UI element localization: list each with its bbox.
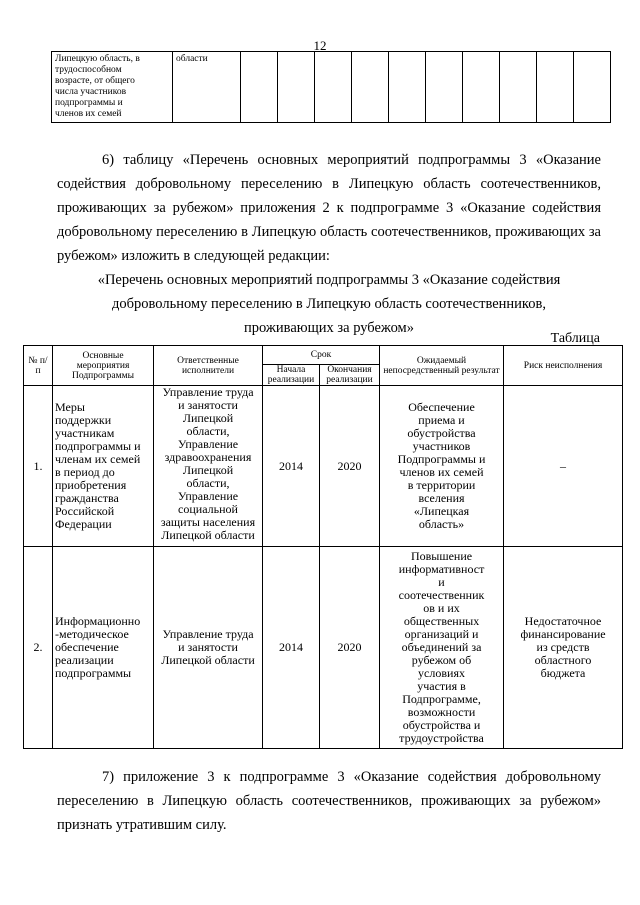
paragraph-6-text: 6) таблицу «Перечень основных мероприятий подпрограммы 3 «Оказание содействия добровольному переселению в Липецкую область соотечественников, проживающих за рубежом» приложения 2 к подпрограмме 3 «Оказание содействия добровольному переселению в Липецкую область соотечественников, проживающих за рубежом» изложить в следующей редакции: — [57, 152, 601, 264]
header-end: Окончания реализации — [320, 365, 380, 386]
paragraph-7 — [57, 765, 601, 837]
row-executors: Управление труда и занятости Липецкой области — [154, 547, 263, 749]
paragraph-7-text: 7) приложение 3 к подпрограмме 3 «Оказание содействия добровольному переселению в Липецкую область соотечественников, проживающих за рубежом» признать утратившим силу. — [57, 769, 601, 833]
row-end: 2020 — [320, 547, 380, 749]
header-term: Срок — [263, 346, 380, 365]
previous-table-fragment — [51, 51, 611, 123]
table-row — [24, 386, 623, 547]
row-start: 2014 — [263, 386, 320, 547]
table-row — [24, 547, 623, 749]
header-start: Начала реализации — [263, 365, 320, 386]
header-executors: Ответственные исполнители — [154, 346, 263, 386]
header-risk: Риск неисполнения — [504, 346, 623, 386]
row-result: Обеспечение приема и обустройства участников Подпрограммы и членов их семей в территории вселения «Липецкая область» — [380, 386, 504, 547]
table-header-row — [24, 346, 623, 365]
row-risk: – — [504, 386, 623, 547]
page-number: 12 — [313, 38, 327, 53]
list-title-line-3: проживающих за рубежом» — [244, 320, 414, 336]
row-measure: Информационно -методическое обеспечение реализации подпрограммы — [53, 547, 154, 749]
header-num: № п/п — [24, 346, 53, 386]
header-measures: Основные мероприятия Подпрограммы — [53, 346, 154, 386]
row-result: Повышение информативност и соотечественник ов и их общественных организаций и объединений за рубежом об условиях участия в Подпрограмме, возможности обустройства и трудоустройства — [380, 547, 504, 749]
row-num: 2. — [24, 547, 53, 749]
fragment-cell-text: Липецкую область, в трудоспособном возрасте, от общего числа участников подпрограммы и членов их семей — [52, 52, 173, 123]
row-num: 1. — [24, 386, 53, 547]
table-label: Таблица — [550, 331, 600, 346]
row-executors: Управление труда и занятости Липецкой области, Управление здравоохранения Липецкой области, Управление социальной защиты населения Липецкой области — [154, 386, 263, 547]
row-end: 2020 — [320, 386, 380, 547]
row-start: 2014 — [263, 547, 320, 749]
row-measure: Меры поддержки участникам подпрограммы и членам их семей в период до приобретения гражданства Российской Федерации — [53, 386, 154, 547]
table-row — [52, 52, 611, 123]
list-title-line-2: добровольному переселению в Липецкую область соотечественников, — [112, 296, 546, 312]
header-result: Ожидаемый непосредственный результат — [380, 346, 504, 386]
list-title-line-1: «Перечень основных мероприятий подпрограммы 3 «Оказание содействия — [97, 272, 561, 288]
paragraph-6 — [57, 148, 601, 340]
row-risk: Недостаточное финансирование из средств областного бюджета — [504, 547, 623, 749]
fragment-cell-region: области — [173, 52, 241, 123]
measures-table — [23, 345, 623, 749]
